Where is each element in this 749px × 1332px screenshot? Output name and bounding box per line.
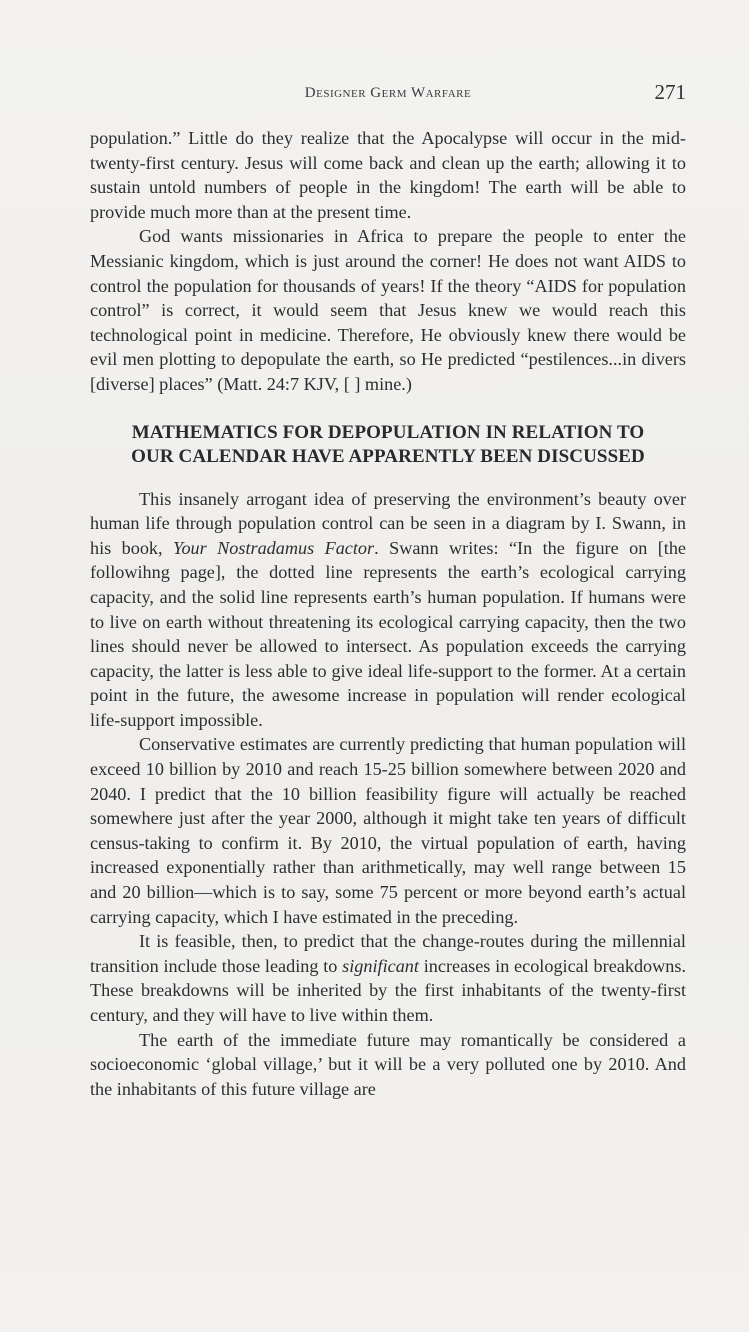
section-heading-line-1: MATHEMATICS FOR DEPOPULATION IN RELATION TO <box>131 421 645 443</box>
section-heading <box>90 421 686 470</box>
paragraph-1: population.” Little do they realize that the Apocalypse will occur in the mid-twenty-first century. Jesus will come back and clean up the earth; allowing it to sustain untold numbers of people in the kingdom! The earth will be able to provide much more than at the present time. <box>90 128 686 222</box>
paragraph-3-text-b: . Swann writes: “In the figure on [the followihng page], the dotted line represents the earth’s ecological carrying capacity, and the solid line represents earth’s human population. If humans were to live on earth without threatening its ecological carrying capacity, then the two lines should never be allowed to intersect. As population exceeds the carrying capacity, the latter is less able to give ideal life-support to the former. At a certain point in the future, the awesome increase in population will render ecological life-support impossible. <box>90 537 687 730</box>
paragraph-5 <box>90 929 686 1027</box>
paragraph-2: God wants missionaries in Africa to prepare the people to enter the Messianic kingdom, which is just around the corner! He does not want AIDS to control the population for thousands of years! If the theory “AIDS for population control” is correct, it would seem that Jesus knew we would reach this technological point in medicine. Therefore, He obviously knew there would be evil men plotting to depopulate the earth, so He predicted “pestilences...in divers [diverse] places” (Matt. 24:7 KJV, [ ] mine.) <box>90 226 686 394</box>
paragraph-4: Conservative estimates are currently predicting that human population will exceed 10 billion by 2010 and reach 15-25 billion somewhere between 2020 and 2040. I predict that the 10 billion feasibility figure will actually be reached somewhere just after the year 2000, although it might take ten years of difficult census-taking to confirm it. By 2010, the virtual population of earth, having increased exponentially rather than arithmetically, may well range between 15 and 20 billion—which is to say, some 75 percent or more beyond earth’s actual carrying capacity, which I have estimated in the preceding. <box>90 734 686 927</box>
running-title <box>90 85 686 102</box>
book-title: Your Nostradamus Factor <box>173 537 375 558</box>
running-head <box>90 80 686 110</box>
paragraph-3-text-a: This insanely arrogant idea of preserving the environment’s beauty over human life through population control can be seen in a diagram by I. Swann, in his book, <box>90 488 686 558</box>
paragraph-5-text-a: It is feasible, then, to predict that the change-routes during the millennial transition include those leading to <box>90 931 686 976</box>
paragraph-6: The earth of the immediate future may romantically be considered a socioeconomic ‘global village,’ but it will be a very polluted one by 2010. And the inhabitants of this future village are <box>90 1029 686 1099</box>
paragraph-3 <box>90 487 686 733</box>
section-heading-line-2: OUR CALENDAR HAVE APPARENTLY BEEN DISCUSSED <box>131 446 645 468</box>
paragraph-5-text-b: increases in ecological breakdowns. These breakdowns will be inherited by the first inhabitants of the twenty-first century, and they will have to live within them. <box>90 955 686 1025</box>
page-number: 271 <box>654 80 686 104</box>
body-text <box>90 126 686 1101</box>
running-title-text: Designer Germ Warfare <box>304 85 472 101</box>
emphasis-significant: significant <box>342 955 419 976</box>
